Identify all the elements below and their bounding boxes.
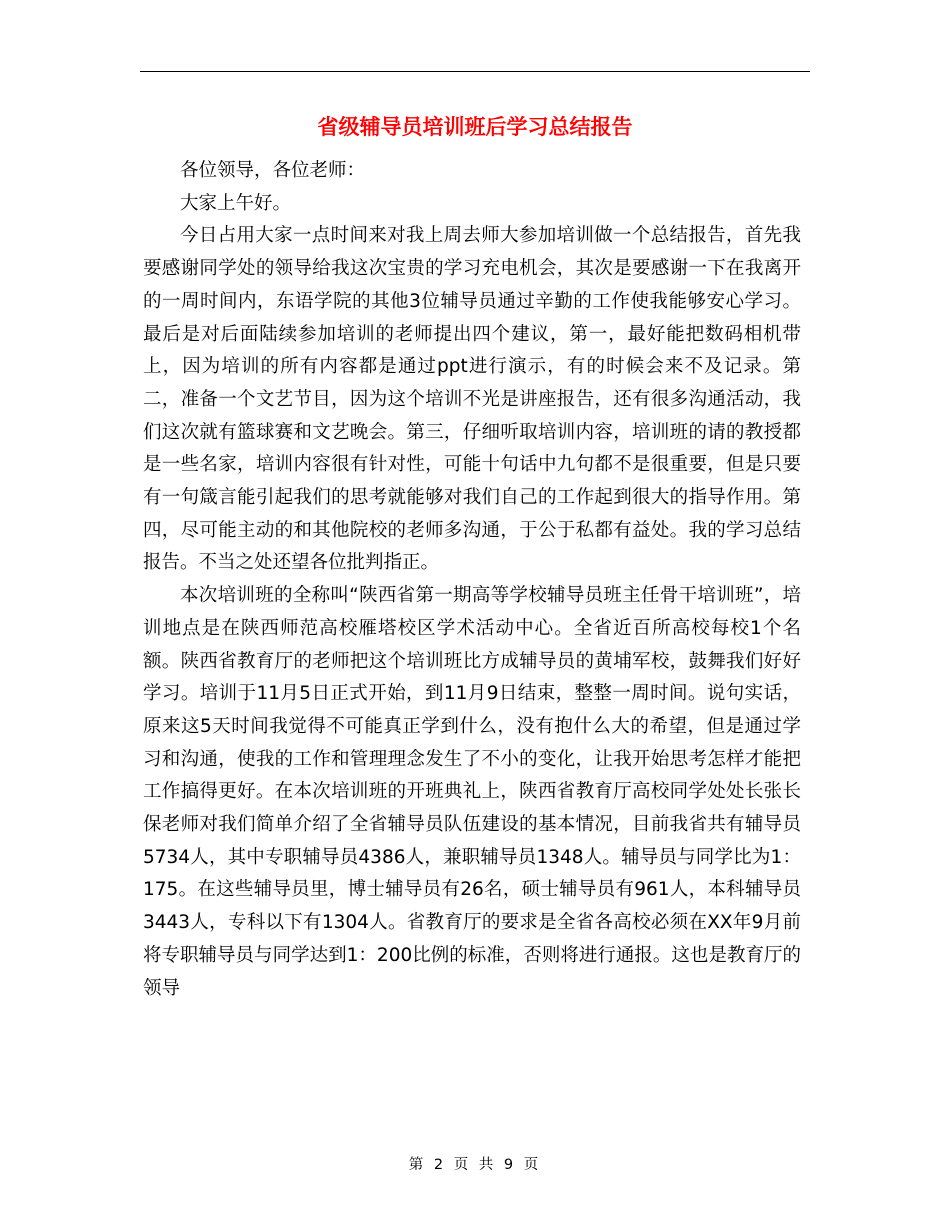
paragraph-training: 本次培训班的全称叫“陕西省第一期高等学校辅导员班主任骨干培训班”，培训地点是在陕西师范高校雁塔校区学术活动中心。全省近百所高校每校1个名额。陕西省教育厅的老师把这个培训班比方成辅导员的黄埔军校，鼓舞我们好好学习。培训于11月5日正式开始，到11月9日结束，整整一周时间。说句实话，原来这5天时间我觉得不可能真正学到什么，没有抱什么大的希望，但是通过学习和沟通，使我的工作和管理理念发生了不小的变化，让我开始思考怎样才能把工作搞得更好。在本次培训班的开班典礼上，陕西省教育厅高校同学处处长张长保老师对我们简单介绍了全省辅导员队伍建设的基本情况，目前我省共有辅导员5734人，其中专职辅导员4386人，兼职辅导员1348人。辅导员与同学比为1：175。在这些辅导员里，博士辅导员有26名，硕士辅导员有961人，本科辅导员3443人，专科以下有1304人。省教育厅的要求是全省各高校必须在XX年9月前将专职辅导员与同学达到1：200比例的标准，否则将进行通报。这也是教育厅的领导	[143, 585, 801, 999]
document-body	[143, 155, 801, 1005]
header-rule	[140, 71, 810, 72]
greeting: 大家上午好。	[180, 192, 292, 214]
paragraph-intro: 今日占用大家一点时间来对我上周去师大参加培训做一个总结报告，首先我要感谢同学处的领导给我这次宝贵的学习充电机会，其次是要感谢一下在我离开的一周时间内，东语学院的其他3位辅导员通过辛勤的工作使我能够安心学习。最后是对后面陆续参加培训的老师提出四个建议，第一，最好能把数码相机带上，因为培训的所有内容都是通过ppt进行演示，有的时候会来不及记录。第二，准备一个文艺节目，因为这个培训不光是讲座报告，还有很多沟通活动，我们这次就有篮球赛和文艺晚会。第三，仔细听取培训内容，培训班的请的教授都是一些名家，培训内容很有针对性，可能十句话中九句都不是很重要，但是只要有一句箴言能引起我们的思考就能够对我们自己的工作起到很大的指导作用。第四，尽可能主动的和其他院校的老师多沟通，于公于私都有益处。我的学习总结报告。不当之处还望各位批判指正。	[143, 225, 801, 574]
page-footer: 第 2 页 共 9 页	[408, 1157, 542, 1173]
document-title: 省级辅导员培训班后学习总结报告	[317, 115, 633, 139]
salutation: 各位领导，各位老师：	[180, 160, 366, 181]
